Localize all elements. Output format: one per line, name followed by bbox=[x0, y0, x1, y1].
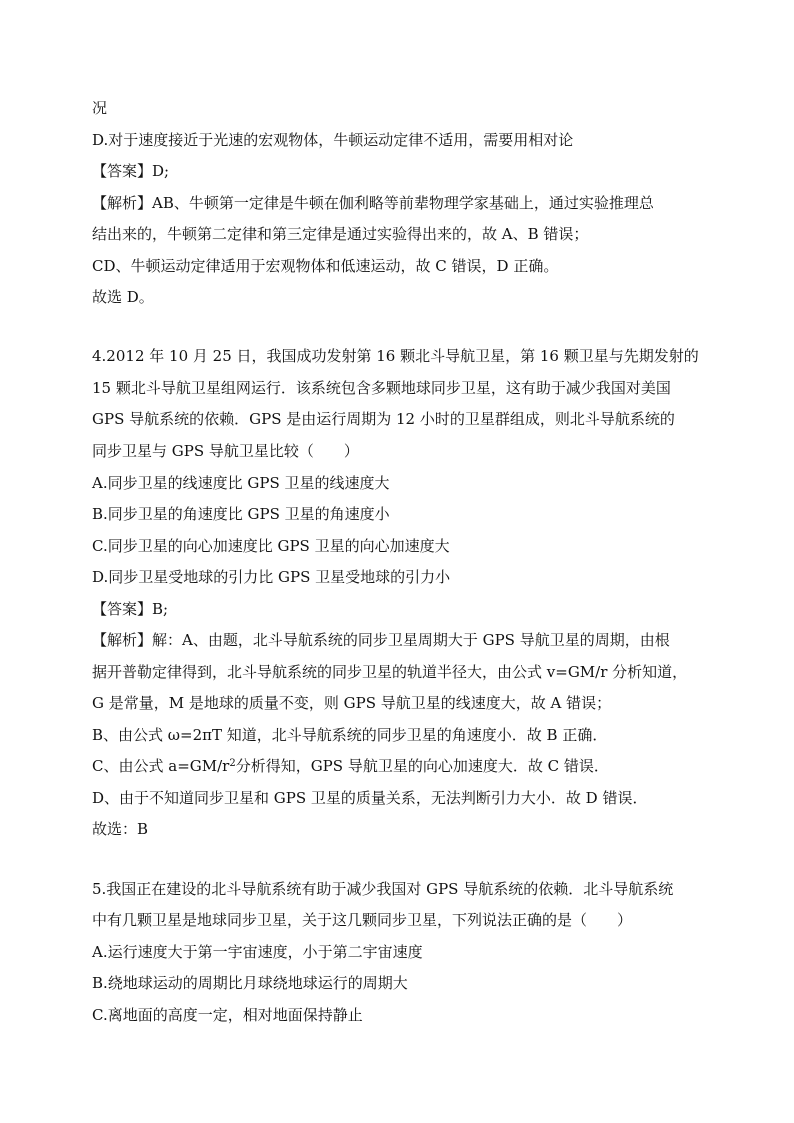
q4-stem-line-3: GPS 导航系统的依赖．GPS 是由运行周期为 12 小时的卫星群组成，则北斗导航系统的 bbox=[92, 410, 675, 428]
q4-analysis-5-exponent: 2 bbox=[229, 758, 236, 769]
q5-option-b: B.绕地球运动的周期比月球绕地球运行的周期大 bbox=[92, 974, 408, 992]
q4-option-b: B.同步卫星的角速度比 GPS 卫星的角速度小 bbox=[92, 505, 390, 523]
q3-answer: 【答案】D; bbox=[92, 162, 170, 180]
q4-analysis-line-1: 【解析】解：A、由题，北斗导航系统的同步卫星周期大于 GPS 导航卫星的周期，由根 bbox=[92, 631, 670, 649]
q4-stem-line-4: 同步卫星与 GPS 导航卫星比较（ ） bbox=[92, 442, 359, 460]
q4-option-a: A.同步卫星的线速度比 GPS 卫星的线速度大 bbox=[92, 474, 390, 492]
q4-analysis-5-formula: C、由公式 a=GM/r bbox=[92, 757, 230, 775]
q5-option-c: C.离地面的高度一定，相对地面保持静止 bbox=[92, 1006, 363, 1024]
q4-stem-line-2: 15 颗北斗导航卫星组网运行．该系统包含多颗地球同步卫星，这有助于减少我国对美国 bbox=[92, 379, 671, 397]
q5-stem-line-2: 中有几颗卫星是地球同步卫星，关于这几颗同步卫星，下列说法正确的是（ ） bbox=[92, 911, 633, 929]
q4-analysis-line-6: D、由于不知道同步卫星和 GPS 卫星的质量关系，无法判断引力大小．故 D 错误． bbox=[92, 789, 648, 807]
q4-choice: 故选：B bbox=[92, 820, 149, 838]
q4-analysis-line-2: 据开普勒定律得到，北斗导航系统的同步卫星的轨道半径大，由公式 v=GM/r 分析知道， bbox=[92, 663, 688, 681]
q4-option-c: C.同步卫星的向心加速度比 GPS 卫星的向心加速度大 bbox=[92, 537, 450, 555]
q4-stem-line-1: 4.2012 年 10 月 25 日，我国成功发射第 16 颗北斗导航卫星，第 16 颗卫星与先期发射的 bbox=[92, 347, 699, 365]
q3-analysis-line-3: CD、牛顿运动定律适用于宏观物体和低速运动，故 C 错误，D 正确。 bbox=[92, 257, 559, 275]
q4-analysis-line-4: B、由公式 ω=2πT 知道，北斗导航系统的同步卫星的角速度小．故 B 正确． bbox=[92, 726, 608, 744]
q5-option-a: A.运行速度大于第一宇宙速度，小于第二宇宙速度 bbox=[92, 943, 423, 961]
q4-option-d: D.同步卫星受地球的引力比 GPS 卫星受地球的引力小 bbox=[92, 568, 451, 586]
q3-choice: 故选 D。 bbox=[92, 288, 154, 306]
q5-stem-line-1: 5.我国正在建设的北斗导航系统有助于减少我国对 GPS 导航系统的依赖．北斗导航系统 bbox=[92, 880, 674, 898]
q3-analysis-line-1: 【解析】AB、牛顿第一定律是牛顿在伽利略等前辈物理学家基础上，通过实验推理总 bbox=[92, 194, 654, 212]
q4-analysis-line-5 bbox=[92, 756, 609, 776]
q3-tail: 况 bbox=[92, 99, 108, 117]
q3-option-d: D.对于速度接近于光速的宏观物体，牛顿运动定律不适用，需要用相对论 bbox=[92, 131, 574, 149]
q4-analysis-line-3: G 是常量，M 是地球的质量不变，则 GPS 导航卫星的线速度大，故 A 错误； bbox=[92, 694, 612, 712]
q4-analysis-5-text: 分析得知，GPS 导航卫星的向心加速度大．故 C 错误． bbox=[235, 757, 609, 775]
q3-analysis-line-2: 结出来的，牛顿第二定律和第三定律是通过实验得出来的，故 A、B 错误； bbox=[92, 225, 589, 243]
q4-answer: 【答案】B; bbox=[92, 600, 169, 618]
